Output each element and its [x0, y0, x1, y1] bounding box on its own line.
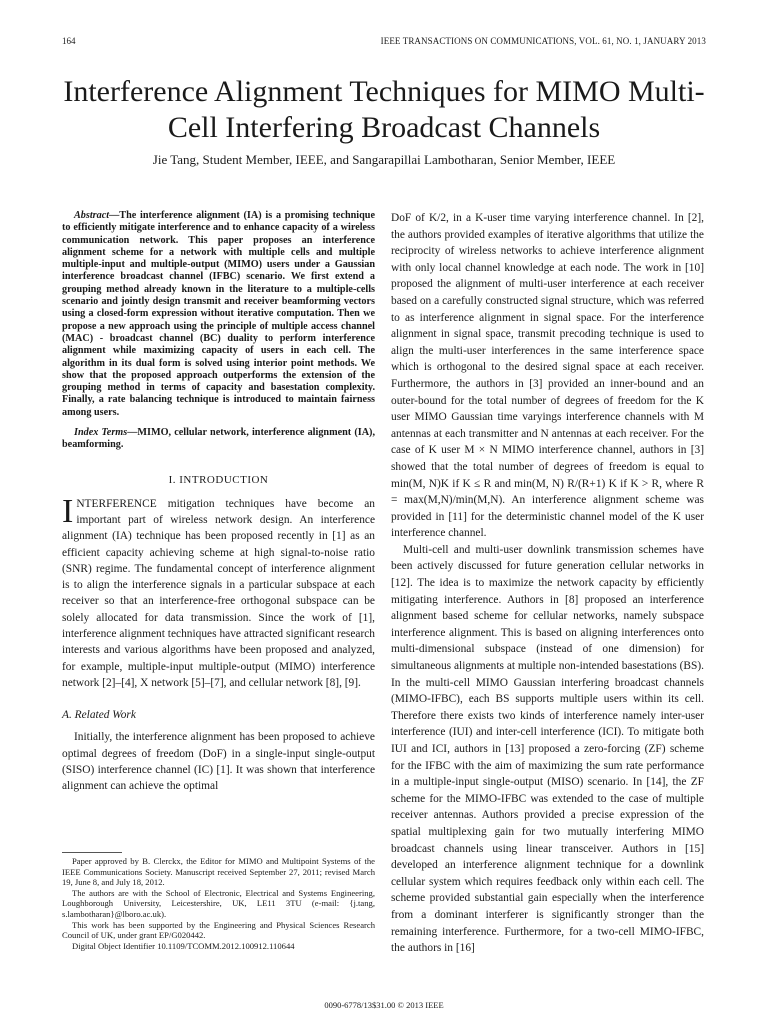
footnote-rule — [62, 852, 122, 853]
section-heading-introduction: I. INTRODUCTION — [168, 473, 269, 486]
index-terms-label: Index Terms — [74, 427, 128, 439]
right-paragraph-1: DoF of K/2, in a K-user time varying interference channel. In [2], the authors provided examples of iterative algorithms that utilize the reciprocity of wireless networks to achieve interference alignment with only local channel knowledge at each node. The work in [10] proposed the alignment of multi-user interference at each receiver based on a carefully constructed signal structure, which was referred to as interference alignment in signal space. For the interference alignment in signal space, transmit precoding technique is used to align the multi-user interferences in the same interference space which is orthogonal to the desired signal space at each receiver. Furthermore, the authors in [3] provided an inner-bound and an outer-bound for the total number of degrees of freedom for the K user MIMO Gaussian time varyings interference channels with M antennas at each transmitter and N antennas at each receiver. For the case of K user M × N MIMO interference channel, authors in [3] showed that the total number of degrees of freedom is equal to min(M, N)K if K ≤ R and min(M, N) R/(R+1) K if K > R, where R = max(M,N)/min(M,N). An interference alignment scheme was provided in [11] for the deterministic channel model of the K user interference channel. — [391, 212, 704, 540]
author-line: Jie Tang, Student Member, IEEE, and Sangarapillai Lambotharan, Senior Member, IEEE — [152, 152, 616, 167]
footnote-affiliation: The authors are with the School of Electronic, Electrical and Systems Engineering, Loughborough University, Leicestershire, UK, LE11 3TU (e-mail: {j.tang, s.lambotharan}@lboro.ac.uk). — [62, 887, 375, 919]
index-terms — [62, 427, 375, 452]
footnotes — [62, 856, 375, 951]
footnote-funding: This work has been supported by the Engineering and Physical Sciences Research Council of UK, under grant EP/G020442. — [62, 919, 375, 941]
abstract-label: Abstract — [74, 210, 110, 221]
footnote-editor: Paper approved by B. Clerckx, the Editor for MIMO and Multipoint Systems of the IEEE Communications Society. Manuscript received September 27, 2011; revised March 19, June 8, and July 18, 2012. — [62, 856, 375, 888]
index-terms-text: —MIMO, cellular network, interference alignment (IA), beamforming. — [62, 427, 375, 451]
left-column — [62, 210, 375, 794]
related-work-paragraph: Initially, the interference alignment has been proposed to achieve optimal degrees of freedom (DoF) in a single-input single-output (SISO) interference channel (IC) [1]. It was shown that interference alignment can achieve the optimal — [62, 731, 375, 793]
page-number: 164 — [62, 36, 76, 46]
journal-header: IEEE TRANSACTIONS ON COMMUNICATIONS, VOL. 61, NO. 1, JANUARY 2013 — [380, 36, 706, 46]
footnote-doi: Digital Object Identifier 10.1109/TCOMM.2012.100912.110644 — [72, 940, 295, 951]
right-paragraph-2: Multi-cell and multi-user downlink transmission schemes have been actively discussed for future generation cellular networks in [12]. The idea is to maximize the network capacity by efficiently mitigating interference. Authors in [8] proposed an interference alignment based scheme for cellular networks, namely subspace interference alignment. This is based on aligning interferences onto multi-dimensional subspace (instead of one dimension) for simultaneous alignments at multiple non-intended basestations (BS). In the multi-cell MIMO Gaussian interfering broadcast channels (MIMO-IFBC), each BS supports multiple users within its cell. Therefore there exists two kinds of interference namely inter-user interference (IUI) and inter-cell interference (ICI). To mitigate both IUI and ICI, authors in [13] proposed a zero-forcing (ZF) scheme for the IFBC with the aim of maximizing the sum rate performance in a multiple-input single-output (MISO) scenario. In [14], the ZF scheme for the MIMO-IFBC was extended to the case of multiple receiver antennas. Authors provided a precise expression of the spatial multiplexing gain for two mutually interfering MIMO broadcast channels using linear transceiver. Authors in [15] developed an interference alignment technique for a downlink cellular system which requires feedback only within each cell. The scheme provided substantial gain especially when the interference from a dominant interferer is significantly stronger than the remaining interference. Furthermore, for a two-cell MIMO-IFBC, the authors in [16] — [391, 543, 704, 955]
abstract-text: —The interference alignment (IA) is a promising technique to efficiently mitigate interference and to enhance capacity of a wireless communication network. This paper proposes an interference alignment scheme for a network with multiple cells and multiple multiple-input and multiple-output (MIMO) users under a Gaussian interference broadcast channel (IFBC) scenario. We first extend a grouping method already known in the literature to a multiple-cells scenario and jointly design transmit and receiver beamforming vectors using a closed-form expression without iterative computation. Then we propose a new approach using the principle of multiple access channel (MAC) - broadcast channel (BC) duality to perform interference alignment while maximizing capacity of users in each cell. The algorithm in its dual form is solved using interior point methods. We show that the proposed approach outperforms the extension of the grouping method in terms of capacity and basestation complexity. Finally, a rate balancing technique is introduced to maintain fairness among users. — [62, 210, 375, 418]
subsection-heading-related-work: A. Related Work — [62, 709, 136, 722]
right-column — [391, 210, 704, 957]
copyright-line: 0090-6778/13$31.00 © 2013 IEEE — [324, 1000, 444, 1010]
paper-title: Interference Alignment Techniques for MIMO Multi-Cell Interfering Broadcast Channels — [63, 75, 705, 144]
intro-paragraph — [62, 492, 375, 692]
abstract — [62, 210, 375, 419]
drop-cap: I — [62, 492, 74, 530]
intro-text: NTERFERENCE mitigation techniques have become an important part of wireless network design. An interference alignment (IA) technique has been proposed recently in [1] as an efficient capacity achieving scheme at high signal-to-noise ratio (SNR) regime. The fundamental concept of interference alignment is to align the interference signals in a particular subspace at each receiver so that an interference-free orthogonal subspace can be solely allocated for data transmission. Since the work of [1], interference alignment techniques have attracted significant research interests and various algorithms have been proposed and analyzed, for example, multiple-input multiple-output (MIMO) interference network [2]–[4], X network [5]–[7], and cellular network [8], [9]. — [62, 497, 375, 689]
